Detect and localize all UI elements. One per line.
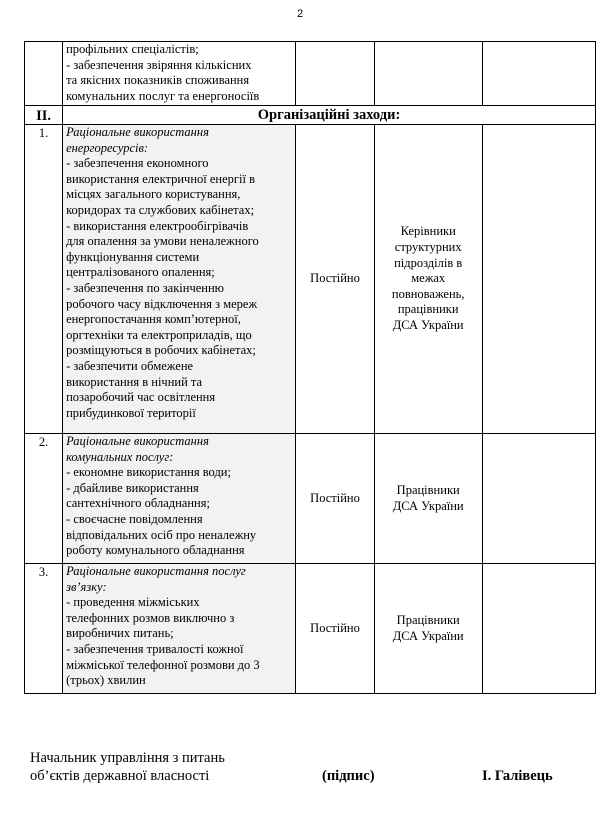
text-line: (трьох) хвилин bbox=[66, 673, 146, 688]
responsible-line: ДСА України bbox=[392, 317, 464, 332]
task-heading: комунальних послуг: bbox=[66, 449, 174, 464]
text-line: централізованого опалення; bbox=[66, 265, 215, 280]
cell-responsible bbox=[374, 42, 482, 106]
text-line: - забезпечити обмежене bbox=[66, 358, 194, 373]
task-heading: Раціональне використання bbox=[66, 125, 209, 139]
cell-number bbox=[25, 42, 63, 106]
text-line: використання електричної енергії в bbox=[66, 171, 256, 186]
cell-term: Постійно bbox=[296, 564, 374, 694]
text-line: та якісних показників споживання bbox=[66, 73, 250, 88]
text-line: телефонних розмов виключно з bbox=[66, 610, 235, 625]
text-line: виробничих питань; bbox=[66, 626, 174, 641]
text-line: робочого часу відключення з мереж bbox=[66, 296, 258, 311]
responsible-line: ДСА України bbox=[392, 628, 464, 643]
cell-note bbox=[482, 434, 595, 564]
table-row bbox=[25, 564, 596, 694]
table-row-continuation bbox=[25, 42, 596, 106]
row-number: 1. bbox=[25, 125, 63, 434]
text-line: сантехнічного обладнання; bbox=[66, 496, 210, 511]
signatory-position-line-2: об’єктів державної власності bbox=[30, 768, 210, 784]
text-line: відповідальних осіб про неналежну bbox=[66, 527, 257, 542]
cell-task bbox=[63, 564, 296, 694]
section-title: Організаційні заходи: bbox=[63, 106, 596, 125]
text-line: - дбайливе використання bbox=[66, 480, 199, 495]
signature-placeholder: (підпис) bbox=[322, 768, 375, 784]
task-heading: зв’язку: bbox=[66, 579, 107, 594]
responsible-line: підрозділів в bbox=[394, 255, 463, 270]
text-line: прибудинкової території bbox=[66, 405, 196, 420]
text-line: роботу комунального обладнання bbox=[66, 543, 245, 558]
responsible-line: структурних bbox=[394, 240, 462, 255]
responsible-line: повноважень, bbox=[391, 286, 465, 301]
text-line: енергопостачання комп’ютерної, bbox=[66, 312, 241, 327]
text-line: розміщуються в робочих кабінетах; bbox=[66, 343, 256, 358]
text-line: - забезпечення економного bbox=[66, 156, 209, 171]
table-row bbox=[25, 434, 596, 564]
text-line: місцях загального користування, bbox=[66, 187, 241, 202]
text-line: оргтехніки та електроприладів, що bbox=[66, 327, 252, 342]
cell-task bbox=[63, 42, 296, 106]
text-line: для опалення за умови неналежного bbox=[66, 234, 259, 249]
text-line: - проведення міжміських bbox=[66, 595, 200, 610]
cell-term bbox=[296, 42, 374, 106]
cell-responsible bbox=[374, 564, 482, 694]
text-line: комунальних послуг та енергоносіїв bbox=[66, 88, 260, 103]
cell-note bbox=[482, 564, 595, 694]
cell-term: Постійно bbox=[296, 434, 374, 564]
text-line: - використання електрообігрівачів bbox=[66, 218, 249, 233]
responsible-line: межах bbox=[411, 271, 446, 286]
text-line: коридорах та службових кабінетах; bbox=[66, 202, 255, 217]
signatory-name: І. Галівець bbox=[482, 768, 553, 784]
row-number: 2. bbox=[25, 434, 63, 564]
responsible-line: ДСА України bbox=[392, 498, 464, 513]
text-line: функціонування системи bbox=[66, 249, 200, 264]
text-line: позаробочий час освітлення bbox=[66, 390, 216, 405]
cell-responsible bbox=[374, 125, 482, 434]
page-number: 2 bbox=[296, 8, 304, 20]
cell-task bbox=[63, 125, 296, 434]
table-row bbox=[25, 125, 596, 434]
responsible-line: Керівники bbox=[400, 224, 456, 239]
text-line: - забезпечення звіряння кількісних bbox=[66, 57, 252, 72]
responsible-line: Працівники bbox=[396, 482, 460, 497]
text-line: - своєчасне повідомлення bbox=[66, 511, 203, 526]
task-heading: енергоресурсів: bbox=[66, 140, 149, 155]
text-line: - забезпечення по закінченню bbox=[66, 280, 225, 295]
row-number: 3. bbox=[25, 564, 63, 694]
text-line: профільних спеціалістів; bbox=[66, 42, 199, 56]
text-line: - забезпечення тривалості кожної bbox=[66, 641, 244, 656]
task-heading: Раціональне використання bbox=[66, 434, 209, 448]
cell-responsible bbox=[374, 434, 482, 564]
responsible-line: Працівники bbox=[396, 612, 460, 627]
cell-note bbox=[482, 125, 595, 434]
cell-task bbox=[63, 434, 296, 564]
cell-term: Постійно bbox=[296, 125, 374, 434]
signatory-position-line-1: Начальник управління з питань bbox=[30, 750, 225, 766]
section-number: II. bbox=[25, 106, 63, 125]
task-heading: Раціональне використання послуг bbox=[66, 564, 246, 578]
measures-table bbox=[24, 41, 596, 694]
cell-note bbox=[482, 42, 595, 106]
responsible-line: працівники bbox=[397, 302, 459, 317]
text-line: міжміської телефонної розмови до 3 bbox=[66, 657, 260, 672]
text-line: - економне використання води; bbox=[66, 465, 231, 480]
section-header-row bbox=[25, 106, 596, 125]
text-line: використання в нічний та bbox=[66, 374, 203, 389]
